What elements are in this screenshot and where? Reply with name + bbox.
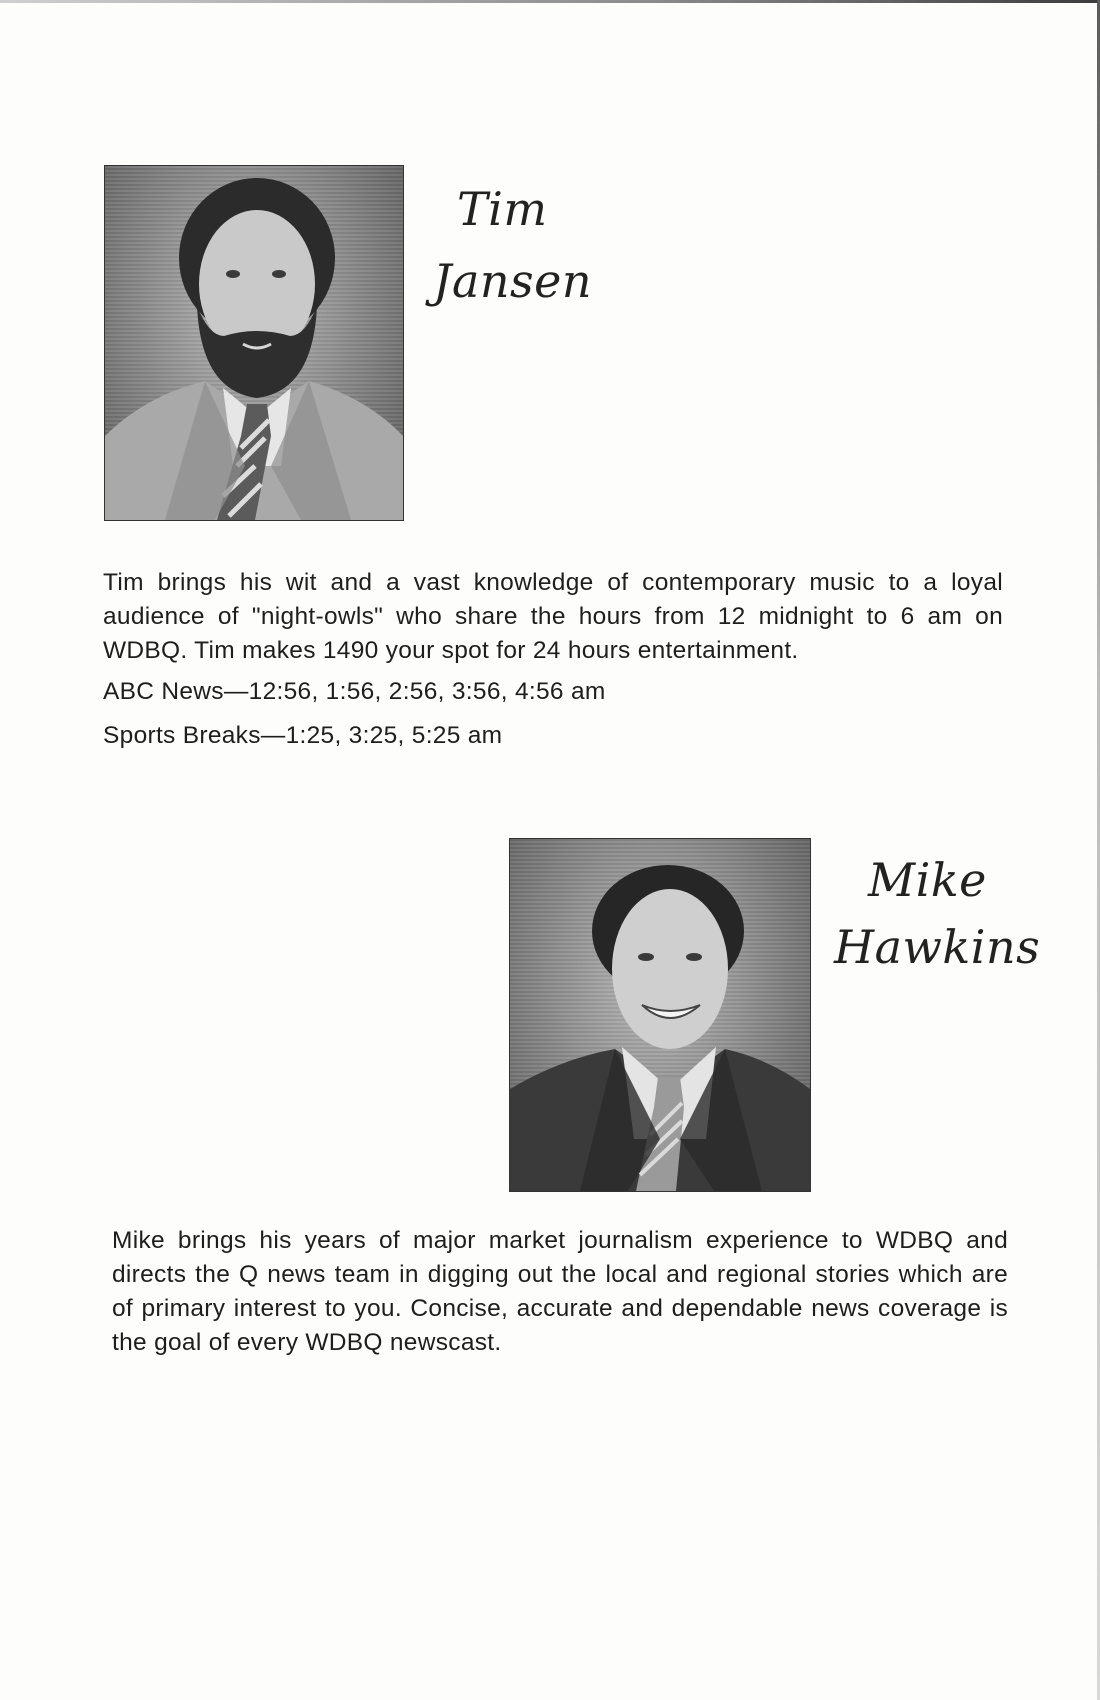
tim-schedule-sports: Sports Breaks—1:25, 3:25, 5:25 am bbox=[103, 722, 503, 749]
tim-schedule-news: ABC News—12:56, 1:56, 2:56, 3:56, 4:56 am bbox=[103, 678, 606, 705]
mike-first-name: Mike bbox=[868, 853, 987, 907]
mike-bio-text: Mike brings his years of major market journalism experience to WDBQ and directs the Q news team in digging out the local and regional stories which are of primary interest to you. Concise, accurate and dependable news coverage is the goal of every WDBQ newscast. bbox=[112, 1227, 1008, 1356]
mike-hawkins-photo bbox=[509, 838, 811, 1192]
tim-last-name: Jansen bbox=[433, 254, 592, 308]
mike-bio bbox=[112, 1224, 1008, 1360]
tim-bio-text: Tim brings his wit and a vast knowledge of contemporary music to a loyal audience of "night-owls" who share the hours from 12 midnight to 6 am on WDBQ. Tim makes 1490 your spot for 24 hours entertainment. bbox=[103, 569, 1003, 664]
mike-last-name: Hawkins bbox=[834, 920, 1041, 974]
page-edge-top bbox=[0, 0, 1100, 3]
tim-jansen-photo bbox=[104, 165, 404, 521]
tim-bio bbox=[103, 566, 1003, 668]
tim-first-name: Tim bbox=[457, 182, 548, 236]
